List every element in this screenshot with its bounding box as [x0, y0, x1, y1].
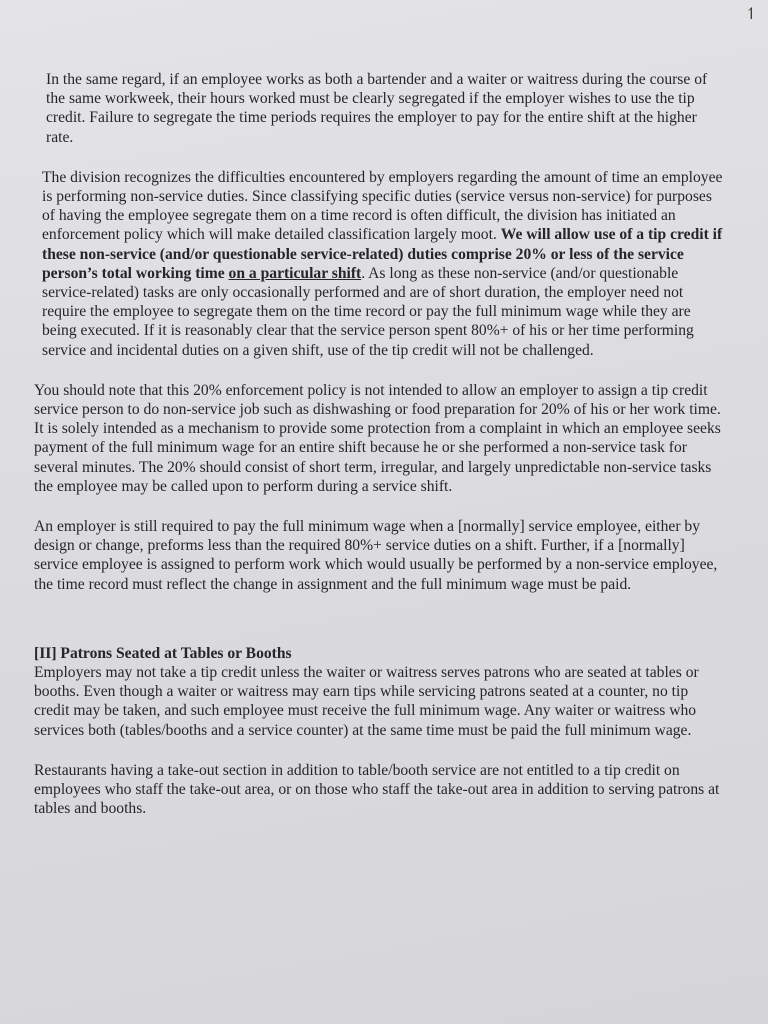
paragraph-take-out-section: Restaurants having a take-out section in addition to table/booth service are not entitled to a tip credit on employees who staff the take-out area, or on those who staff the take-out area in addition to serving patrons at tables and booths. [34, 761, 720, 818]
paragraph-full-minimum-wage: An employer is still required to pay the full minimum wage when a [normally] service employee, either by design or change, preforms less than the required 80%+ service duties on a shift. Further, if a [normally] service employee is assigned to perform work which would usually be performed by a non-service employee, the time record must reflect the change in assignment and the full minimum wage must be paid. [34, 518, 718, 593]
bold-policy-text: We will allow use of a tip credit if these non-service (and/or questionable service-related) duties comprise 20% or less of the service person’s total working time [42, 226, 723, 282]
paragraph-enforcement-policy: You should note that this 20% enforcement policy is not intended to allow an employer to assign a tip credit service person to do non-service job such as dishwashing or food preparation for 20% of his or her work time. It is solely intended as a mechanism to provide some protection from a complaint in which an employee seeks payment of the full minimum wage for an entire shift because he or she performed a non-service task for several minutes. The 20% should consist of short term, irregular, and largely unpredictable non-service tasks the employee may be called upon to perform during a service shift. [34, 381, 721, 495]
paragraph-text: The division recognizes the difficulties encountered by employers regarding the amount of time an employee is performing non-service duties. Since classifying specific duties (service versus non-service) for purposes of having the employee segregate them on a time record is often difficult, the division has initiated an enforcement policy which will make detailed classification largely moot. [42, 168, 723, 244]
corner-pen-mark: ↿ [744, 6, 758, 23]
paragraph-bartender-segregation: In the same regard, if an employee works as both a bartender and a waiter or waitress during the course of the same workweek, their hours worked must be clearly segregated if the employer wishes to use the tip credit. Failure to segregate the time periods requires the employer to pay for the entire shift at the higher rate. [46, 71, 708, 146]
section-heading-patrons-seated: [II] Patrons Seated at Tables or Booths [34, 644, 292, 662]
paragraph-tables-booths: Employers may not take a tip credit unless the waiter or waitress serves patrons who are seated at tables or booths. Even though a waiter or waitress may earn tips while servicing patrons seated at a counter, no tip credit may be taken, and such employee must receive the full minimum wage. Any waiter or waitress who services both (tables/booths and a service counter) at the same time must be paid the full minimum wage. [34, 664, 699, 739]
paragraph-non-service-duties [42, 168, 724, 360]
document-page [34, 70, 724, 819]
paragraph-text: . As long as these non-service (and/or questionable service-related) tasks are only occasionally performed and are of short duration, the employer need not require the employee to segregate them on the time record or pay the full minimum wage while they are being executed. If it is reasonably clear that the service person spent 80%+ of his or her time performing service and incidental duties on a given shift, use of the tip credit will not be challenged. [42, 264, 694, 359]
underlined-shift-text: on a particular shift [228, 264, 362, 282]
